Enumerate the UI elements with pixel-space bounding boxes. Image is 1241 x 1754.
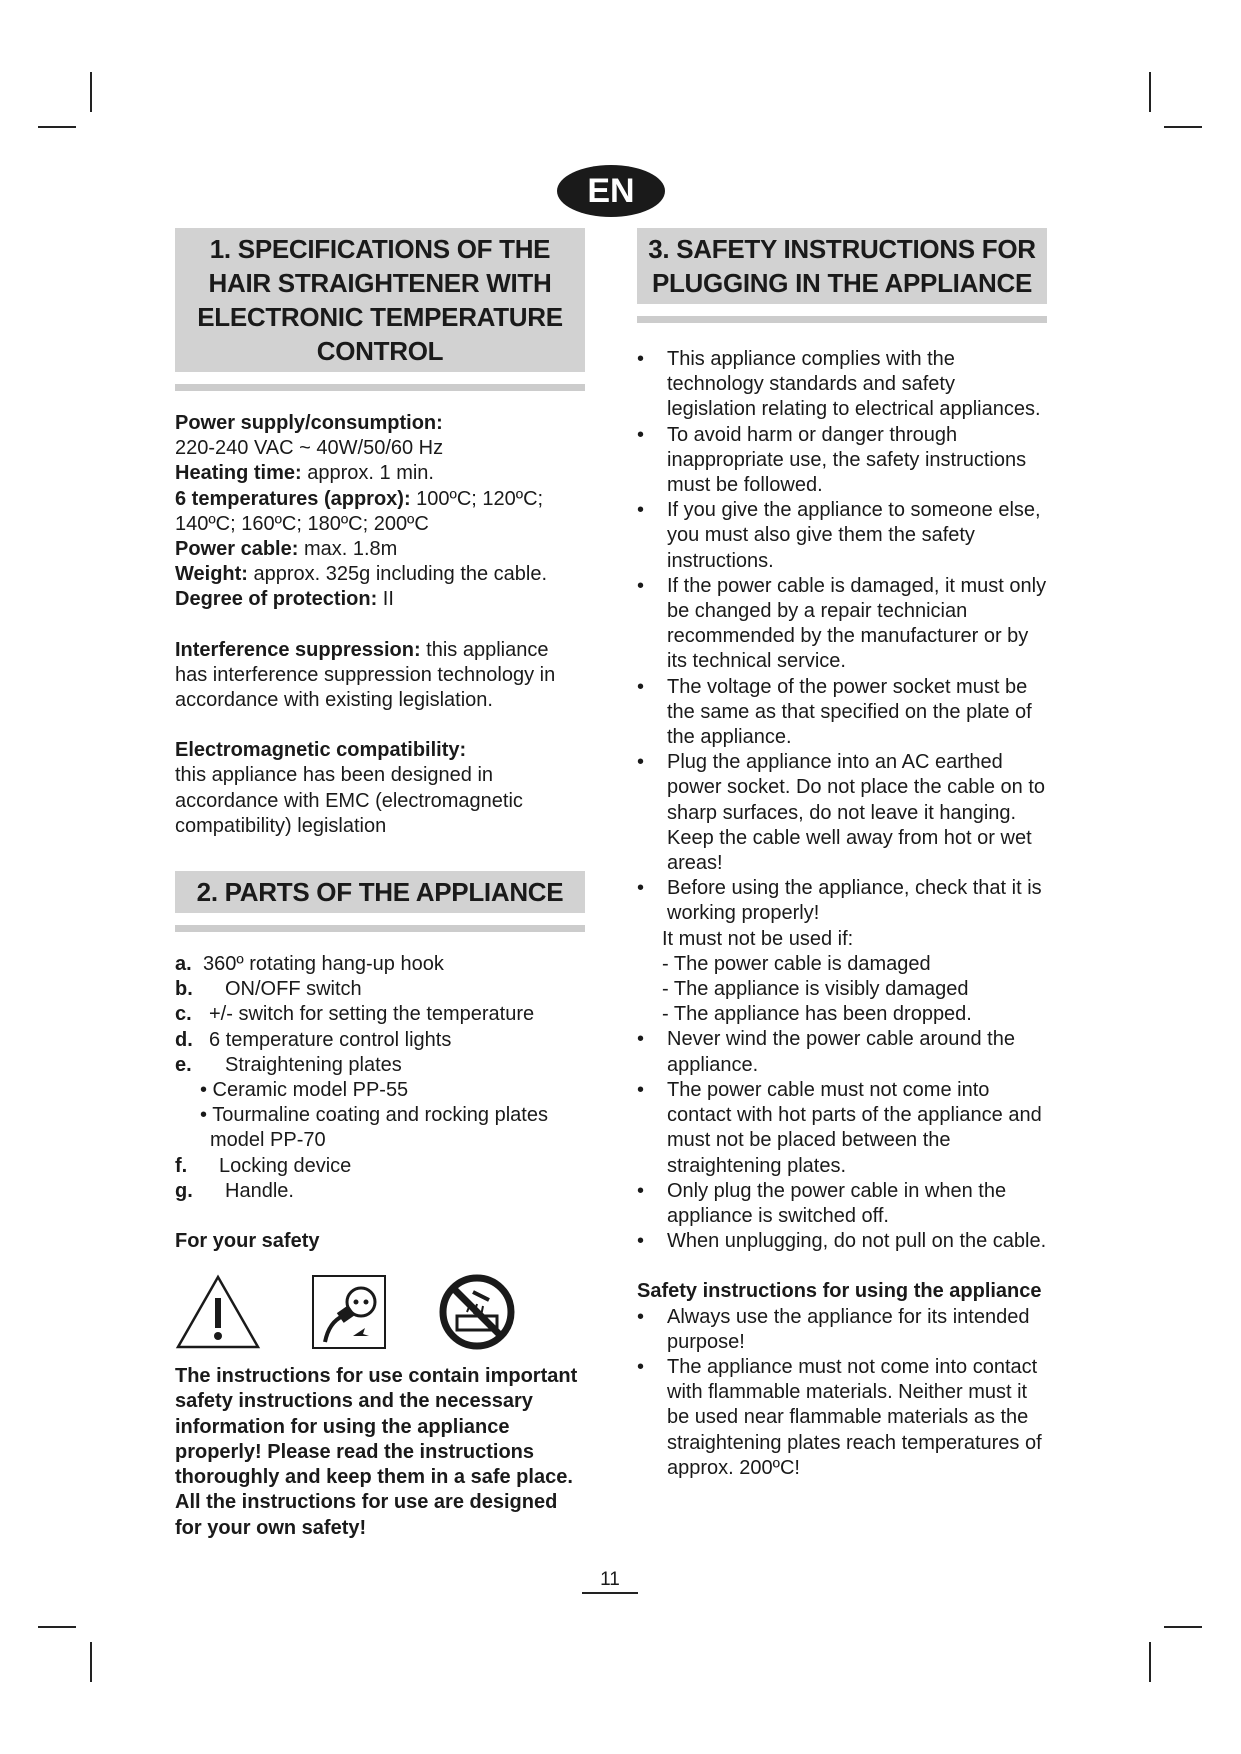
- divider: [175, 384, 585, 391]
- list-item: • The voltage of the power socket must be the same as that specified on the plate of the appliance.: [637, 675, 1032, 749]
- list-item: c. +/- switch for setting the temperature: [175, 1003, 535, 1026]
- power-label: Power supply/consumption:: [175, 412, 443, 434]
- list-item: • When unplugging, do not pull on the cable.: [637, 1230, 1047, 1253]
- interference-label: Interference suppression:: [175, 638, 421, 661]
- list-item: • If you give the appliance to someone else, you must also give them the safety instructions.: [637, 499, 1041, 572]
- sub-item: • Ceramic model PP-55: [200, 1079, 409, 1102]
- crop-mark: [1149, 1642, 1151, 1682]
- list-item: • The power cable must not come into contact with hot parts of the appliance and must not be placed between the straightening plates.: [637, 1078, 1042, 1177]
- right-column: [637, 228, 1047, 1481]
- warning-icon: [175, 1274, 261, 1350]
- crop-mark: [1164, 126, 1202, 128]
- using-bullets: [637, 1305, 1047, 1481]
- protection-line: [175, 587, 585, 612]
- list-item: g. Handle.: [175, 1179, 294, 1202]
- divider: [175, 925, 585, 932]
- protection-label: Degree of protection:: [175, 588, 378, 611]
- using-heading: Safety instructions for using the appliance: [637, 1280, 1042, 1303]
- sub-item: model PP-70: [210, 1129, 326, 1152]
- heating-label: Heating time:: [175, 462, 302, 485]
- heating-value: approx. 1 min.: [301, 462, 434, 485]
- power-value: 220-240 VAC ~ 40W/50/60 Hz: [175, 437, 444, 460]
- list-item: d. 6 temperature control lights: [175, 1028, 452, 1051]
- safety-bullets-2: [637, 1027, 1047, 1254]
- list-item: • Only plug the power cable in when the appliance is switched off.: [637, 1179, 1007, 1227]
- heating-line: [175, 461, 585, 486]
- temps-label: 6 temperatures (approx):: [175, 487, 411, 510]
- list-item: • Never wind the power cable around the appliance.: [637, 1028, 1015, 1076]
- safety-icons: [175, 1272, 585, 1352]
- cable-line: [175, 537, 585, 562]
- temps-value-2: 140ºC; 160ºC; 180ºC; 200ºC: [175, 512, 429, 535]
- plug-icon: [311, 1274, 387, 1350]
- weight-label: Weight:: [175, 563, 248, 586]
- safety-heading: For your safety: [175, 1230, 320, 1253]
- not-used-heading: It must not be used if:: [662, 927, 854, 950]
- spec-section-title: 1. SPECIFICATIONS OF THE HAIR STRAIGHTENER WITH ELECTRONIC TEMPERATURE CONTROL: [175, 228, 585, 372]
- interference-value: this appliance has interference suppression technology in accordance with existing legislation.: [175, 638, 556, 712]
- not-used-item: - The appliance has been dropped.: [662, 1003, 972, 1026]
- no-water-icon: [437, 1272, 517, 1352]
- emc-value: this appliance has been designed in accordance with EMC (electromagnetic compatibility) legislation: [175, 764, 523, 837]
- safety-section-title: 3. SAFETY INSTRUCTIONS FOR PLUGGING IN THE APPLIANCE: [637, 228, 1047, 304]
- crop-mark: [90, 1642, 92, 1682]
- parts-section-title: 2. PARTS OF THE APPLIANCE: [175, 871, 585, 913]
- left-column: [175, 228, 585, 1541]
- list-item: • Before using the appliance, check that it is working properly!: [637, 877, 1042, 925]
- list-item: • To avoid harm or danger through inappropriate use, the safety instructions must be followed.: [637, 423, 1027, 497]
- crop-mark: [38, 1626, 76, 1628]
- interference-paragraph: [175, 638, 585, 714]
- list-item: a. 360º rotating hang-up hook: [175, 953, 444, 976]
- list-item: f. Locking device: [175, 1154, 352, 1177]
- not-used-item: - The appliance is visibly damaged: [662, 978, 969, 1001]
- weight-value: approx. 325g including the cable.: [247, 563, 548, 586]
- cable-label: Power cable:: [175, 538, 299, 561]
- emc-label: Electromagnetic compatibility:: [175, 739, 467, 762]
- safety-notice: The instructions for use contain important safety instructions and the necessary information for using the appliance properly! Please read the instructions thoroughly and keep them in a safe place. All the instructions for use are designed for your own safety!: [175, 1365, 578, 1539]
- not-used-item: - The power cable is damaged: [662, 952, 931, 975]
- crop-mark: [38, 126, 76, 128]
- parts-list: [175, 952, 585, 1204]
- sub-item: • Tourmaline coating and rocking plates: [200, 1104, 548, 1127]
- specifications: [175, 411, 585, 839]
- safety-bullets: [637, 347, 1047, 927]
- crop-mark: [90, 72, 92, 112]
- divider: [637, 316, 1047, 323]
- page-number: 11: [582, 1569, 638, 1594]
- protection-value: II: [377, 588, 394, 611]
- crop-mark: [1149, 72, 1151, 112]
- list-item: e. Straightening plates: [175, 1053, 402, 1076]
- list-item: • This appliance complies with the technology standards and safety legislation relating to electrical appliances.: [637, 348, 1041, 421]
- cable-value: max. 1.8m: [298, 538, 398, 561]
- list-item: • The appliance must not come into contact with flammable materials. Neither must it be used near flammable materials as the straightening plates reach temperatures of approx. 200ºC!: [637, 1355, 1042, 1479]
- language-badge: EN: [557, 165, 665, 217]
- weight-line: [175, 562, 585, 587]
- list-item: • If the power cable is damaged, it must only be changed by a repair technician recommended by the manufacturer or by its technical service.: [637, 574, 1047, 673]
- temps-line: [175, 487, 585, 512]
- temps-value: 100ºC; 120ºC;: [410, 487, 544, 510]
- list-item: • Plug the appliance into an AC earthed power socket. Do not place the cable on to sharp surfaces, do not leave it hanging. Keep the cable well away from hot or wet areas!: [637, 751, 1046, 875]
- list-item: b. ON/OFF switch: [175, 978, 362, 1001]
- crop-mark: [1164, 1626, 1202, 1628]
- list-item: • Always use the appliance for its intended purpose!: [637, 1305, 1030, 1353]
